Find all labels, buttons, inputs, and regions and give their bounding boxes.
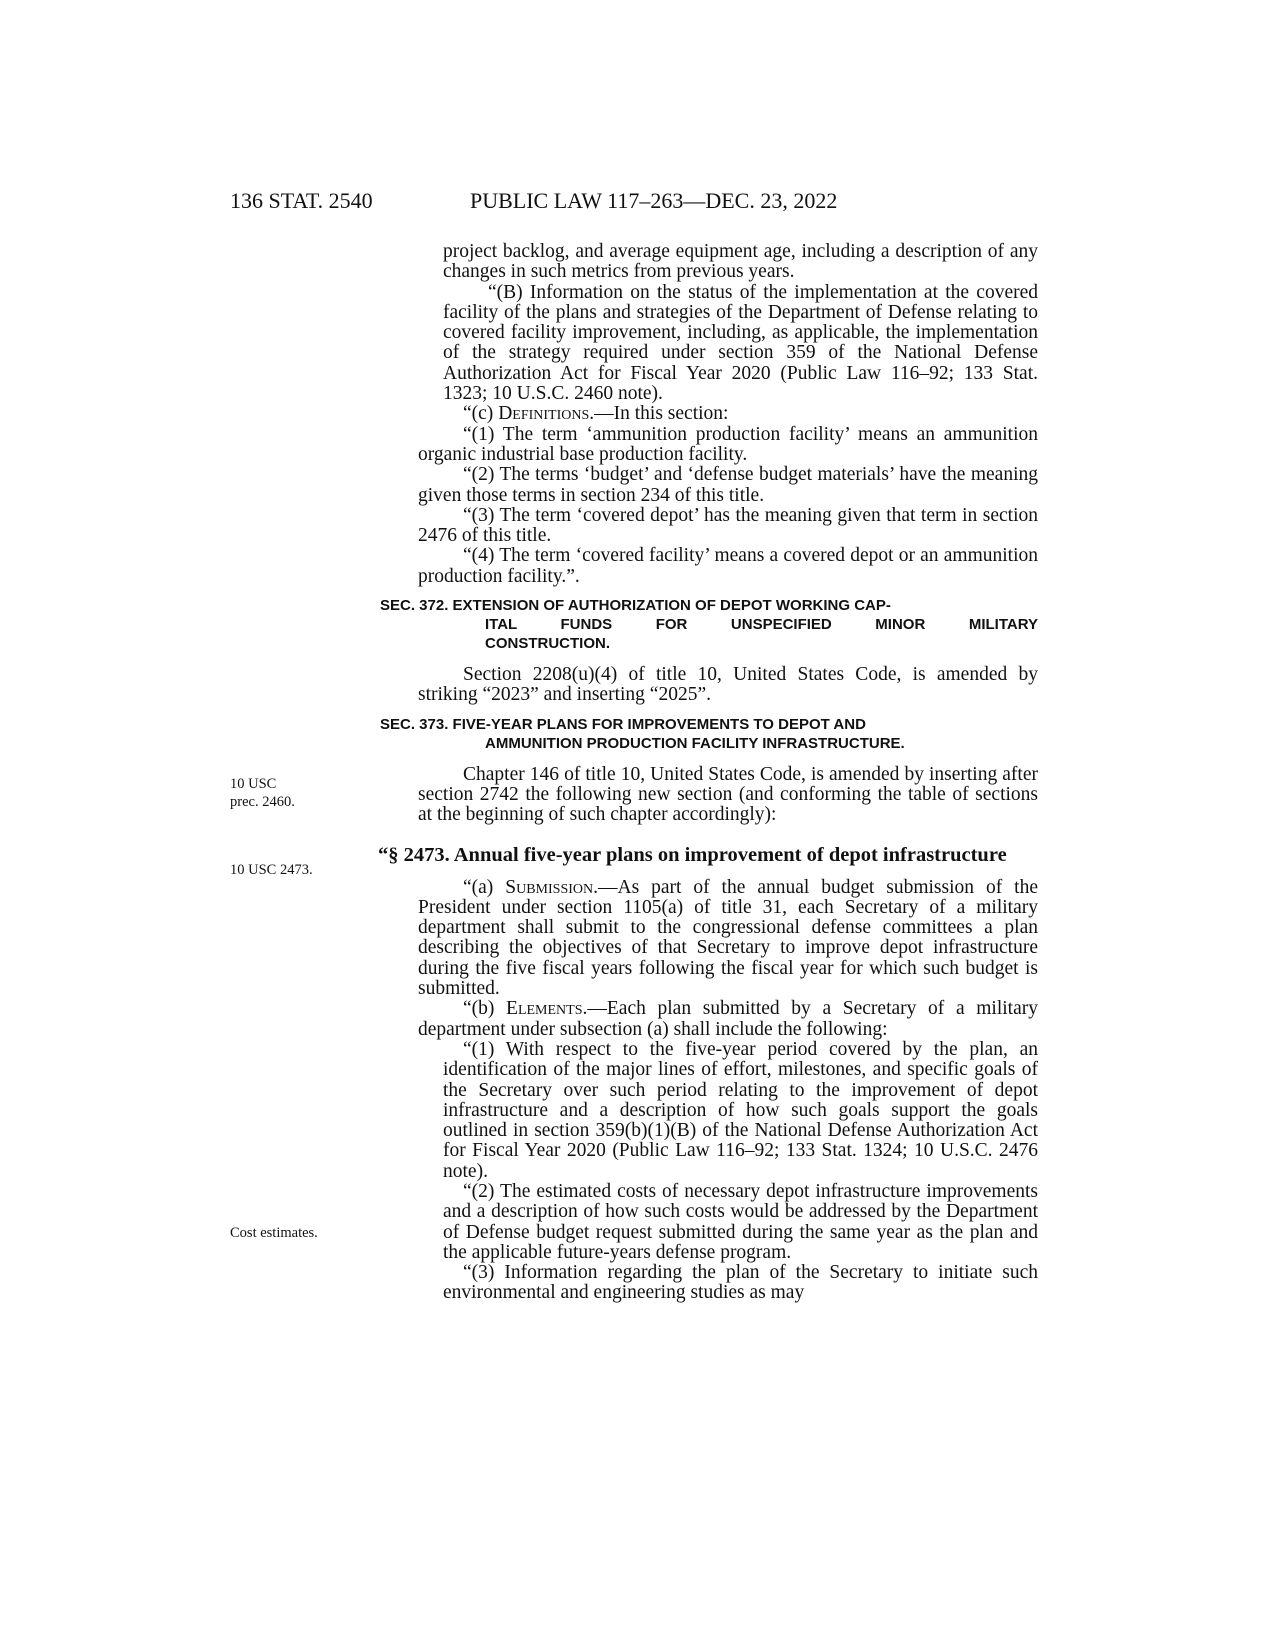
stat-citation: 136 STAT. 2540 bbox=[230, 188, 373, 213]
paragraph: project backlog, and average equipment age, including a description of any changes in such metrics from previous years. bbox=[443, 241, 1038, 283]
subsection-heading: Definitions bbox=[498, 403, 590, 425]
paragraph: “(c) Definitions.—In this section: bbox=[463, 403, 729, 425]
heading-line: AMMUNITION PRODUCTION FACILITY INFRASTRUCTURE. bbox=[485, 734, 905, 752]
heading-line: SEC. 372. EXTENSION OF AUTHORIZATION OF DEPOT WORKING CAP- bbox=[380, 597, 891, 615]
public-law-heading: PUBLIC LAW 117–263—DEC. 23, 2022 bbox=[470, 188, 838, 213]
paragraph: Chapter 146 of title 10, United States Code, is amended by inserting after section 2742 the following new section (and conforming the table of sections at the beginning of such chapter accordingly): bbox=[418, 763, 1038, 826]
paragraph: “(2) The estimated costs of necessary depot infrastructure improvements and a description of how such costs would be addressed by the Department of Defense budget request submitted during the same year as the plan and the applicable future-years defense program. bbox=[443, 1180, 1038, 1263]
statute-text bbox=[378, 241, 1038, 1304]
paragraph: “(3) The term ‘covered depot’ has the meaning given that term in section 2476 of this title. bbox=[418, 504, 1038, 547]
paragraph: “(2) The terms ‘budget’ and ‘defense budget materials’ have the meaning given those terms in section 234 of this title. bbox=[418, 464, 1038, 506]
section-2473-heading: “§ 2473. Annual five-year plans on improvement of depot infrastructure bbox=[378, 843, 1007, 866]
subsection-heading: Elements bbox=[506, 998, 583, 1020]
heading-line: SEC. 373. FIVE-YEAR PLANS FOR IMPROVEMENTS TO DEPOT AND bbox=[380, 715, 866, 733]
section-372-heading bbox=[380, 596, 1038, 653]
paragraph: “(b) Elements.—Each plan submitted by a Secretary of a military department under subsection (a) shall include the following: bbox=[418, 998, 1038, 1040]
paragraph: Section 2208(u)(4) of title 10, United States Code, is amended by striking “2023” and inserting “2025”. bbox=[418, 664, 1038, 706]
paragraph: “(a) Submission.—As part of the annual budget submission of the President under section 1105(a) of title 31, each Secretary of a military department shall submit to the congressional defense committees a plan describing the objectives of that Secretary to improve depot infrastructure during the five fiscal years following the fiscal year for which such budget is submitted. bbox=[418, 876, 1038, 1000]
margin-note-usc-2473: 10 USC 2473. bbox=[230, 862, 313, 878]
paragraph: “(B) Information on the status of the implementation at the covered facility of the plans and strategies of the Department of Defense relating to covered facility improvement, including, as applicable, the implementation of the strategy required under section 359 of the National Defense Authorization Act for Fiscal Year 2020 (Public Law 116–92; 133 Stat. 1323; 10 U.S.C. 2460 note). bbox=[443, 281, 1038, 405]
margin-note-cost-estimates: Cost estimates. bbox=[230, 1225, 318, 1241]
margin-note-usc-prec bbox=[230, 775, 295, 811]
paragraph: “(1) The term ‘ammunition production facility’ means an ammunition organic industrial base production facility. bbox=[418, 423, 1038, 465]
section-373-heading bbox=[380, 715, 1038, 753]
paragraph: “(1) With respect to the five-year period covered by the plan, an identification of the major lines of effort, milestones, and specific goals of the Secretary over such period relating to the improvement of depot infrastructure and a description of how such goals support the goals outlined in section 359(b)(1)(B) of the National Defense Authorization Act for Fiscal Year 2020 (Public Law 116–92; 133 Stat. 1324; 10 U.S.C. 2476 note). bbox=[443, 1038, 1038, 1182]
subsection-heading: Submission bbox=[505, 876, 594, 898]
margin-note-line: 10 USC bbox=[230, 776, 277, 792]
page-header bbox=[0, 188, 1275, 228]
paragraph: “(3) Information regarding the plan of the Secretary to initiate such environmental and engineering studies as may bbox=[443, 1262, 1038, 1304]
paragraph: “(4) The term ‘covered facility’ means a covered depot or an ammunition production facility.”. bbox=[418, 545, 1038, 587]
heading-line: ITAL FUNDS FOR UNSPECIFIED MINOR MILITARY bbox=[485, 616, 1038, 634]
margin-note-line: prec. 2460. bbox=[230, 794, 295, 810]
heading-line: CONSTRUCTION. bbox=[485, 635, 610, 653]
